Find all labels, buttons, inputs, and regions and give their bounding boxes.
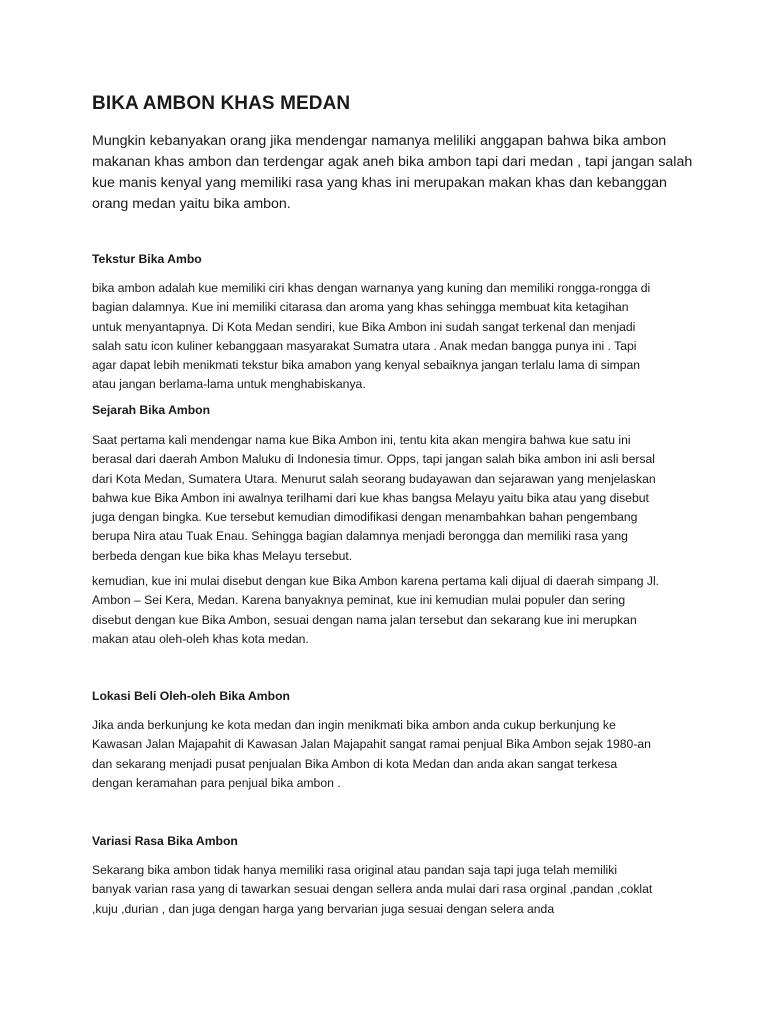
text-line: berbeda dengan kue bika khas Melayu tersebut. (92, 548, 353, 563)
intro-paragraph (92, 131, 692, 215)
section-heading-tekstur: Tekstur Bika Ambo (92, 252, 202, 266)
section-heading-sejarah: Sejarah Bika Ambon (92, 403, 211, 417)
text-line: makanan khas ambon dan terdengar agak aneh bika ambon tapi dari medan , tapi jangan salah (92, 154, 693, 170)
text-line: juga dengan bingka. Kue tersebut kemudian dimodifikasi dengan menambahkan bahan pengembang (92, 510, 638, 525)
text-line: agar dapat lebih menikmati tekstur bika amabon yang kenyal sebaiknya jangan terlalu lama di simpan (92, 358, 641, 373)
text-line: bika ambon adalah kue memiliki ciri khas dengan warnanya yang kuning dan memiliki rongga-rongga di (92, 281, 651, 295)
document-title: BIKA AMBON KHAS MEDAN (92, 93, 351, 114)
text-line: salah satu icon kuliner kebanggaan masyarakat Sumatra utara . Anak medan bangga punya ini . Tapi (92, 338, 637, 353)
text-line: dan sekarang menjadi pusat penjualan Bika Ambon di kota Medan dan anda akan sangat terkesa (92, 756, 618, 771)
text-line: berupa Nira atau Tuak Enau. Sehingga bagian dalamnya menjadi berongga dan memiliki rasa yang (92, 529, 628, 544)
text-line: makan atau oleh-oleh khas kota medan. (92, 631, 309, 646)
paragraph-variasi (92, 861, 692, 919)
paragraph-sejarah-2 (92, 572, 692, 649)
text-line: Mungkin kebanyakan orang jika mendengar namanya meliliki anggapan bahwa bika ambon (92, 133, 667, 149)
text-line: kemudian, kue ini mulai disebut dengan kue Bika Ambon karena pertama kali dijual di daerah simpang Jl. (92, 574, 660, 588)
text-line: atau jangan berlama-lama untuk menghabiskanya. (92, 377, 366, 392)
text-line: orang medan yaitu bika ambon. (92, 196, 291, 212)
text-line: bahwa kue Bika Ambon ini awalnya terilhami dari kue khas bangsa Melayu yaitu bika atau yang disebut (92, 490, 649, 505)
text-line: Ambon – Sei Kera, Medan. Karena banyaknya peminat, kue ini kemudian mulai populer dan sering (92, 593, 626, 608)
text-line: Kawasan Jalan Majapahit di Kawasan Jalan Majapahit sangat ramai penjual Bika Ambon sejak 1980-an (92, 737, 651, 752)
section-heading-variasi: Variasi Rasa Bika Ambon (92, 834, 238, 848)
text-line: ,kuju ,durian , dan juga dengan harga yang bervarian juga sesuai dengan selera anda (92, 901, 555, 916)
paragraph-sejarah-1 (92, 431, 692, 566)
paragraph-lokasi (92, 716, 692, 793)
text-line: bagian dalamnya. Kue ini memiliki citarasa dan aroma yang khas sehingga membuat kita ketagihan (92, 300, 629, 315)
paragraph-tekstur (92, 279, 692, 395)
text-line: Jika anda berkunjung ke kota medan dan ingin menikmati bika ambon anda cukup berkunjung ke (92, 718, 616, 732)
text-line: Saat pertama kali mendengar nama kue Bika Ambon ini, tentu kita akan mengira bahwa kue satu ini (92, 433, 631, 447)
section-heading-lokasi: Lokasi Beli Oleh-oleh Bika Ambon (92, 689, 290, 703)
text-line: untuk menyantapnya. Di Kota Medan sendiri, kue Bika Ambon ini sudah sangat terkenal dan menjadi (92, 319, 636, 334)
text-line: disebut dengan kue Bika Ambon, sesuai dengan nama jalan tersebut dan sekarang kue ini merupkan (92, 612, 637, 627)
text-line: berasal dari daerah Ambon Maluku di Indonesia timur. Opps, tapi jangan salah bika ambon ini asli bersal (92, 452, 655, 467)
text-line: dari Kota Medan, Sumatera Utara. Menurut salah seorang budayawan dan sejarawan yang menjelaskan (92, 471, 656, 486)
text-line: kue manis kenyal yang memiliki rasa yang khas ini merupakan makan khas dan kebanggan (92, 175, 667, 191)
text-line: Sekarang bika ambon tidak hanya memiliki rasa original atau pandan saja tapi juga telah memiliki (92, 863, 618, 877)
text-line: dengan keramahan para penjual bika ambon . (92, 775, 341, 790)
text-line: banyak varian rasa yang di tawarkan sesuai dengan sellera anda mulai dari rasa orginal ,pandan ,coklat (92, 882, 653, 897)
